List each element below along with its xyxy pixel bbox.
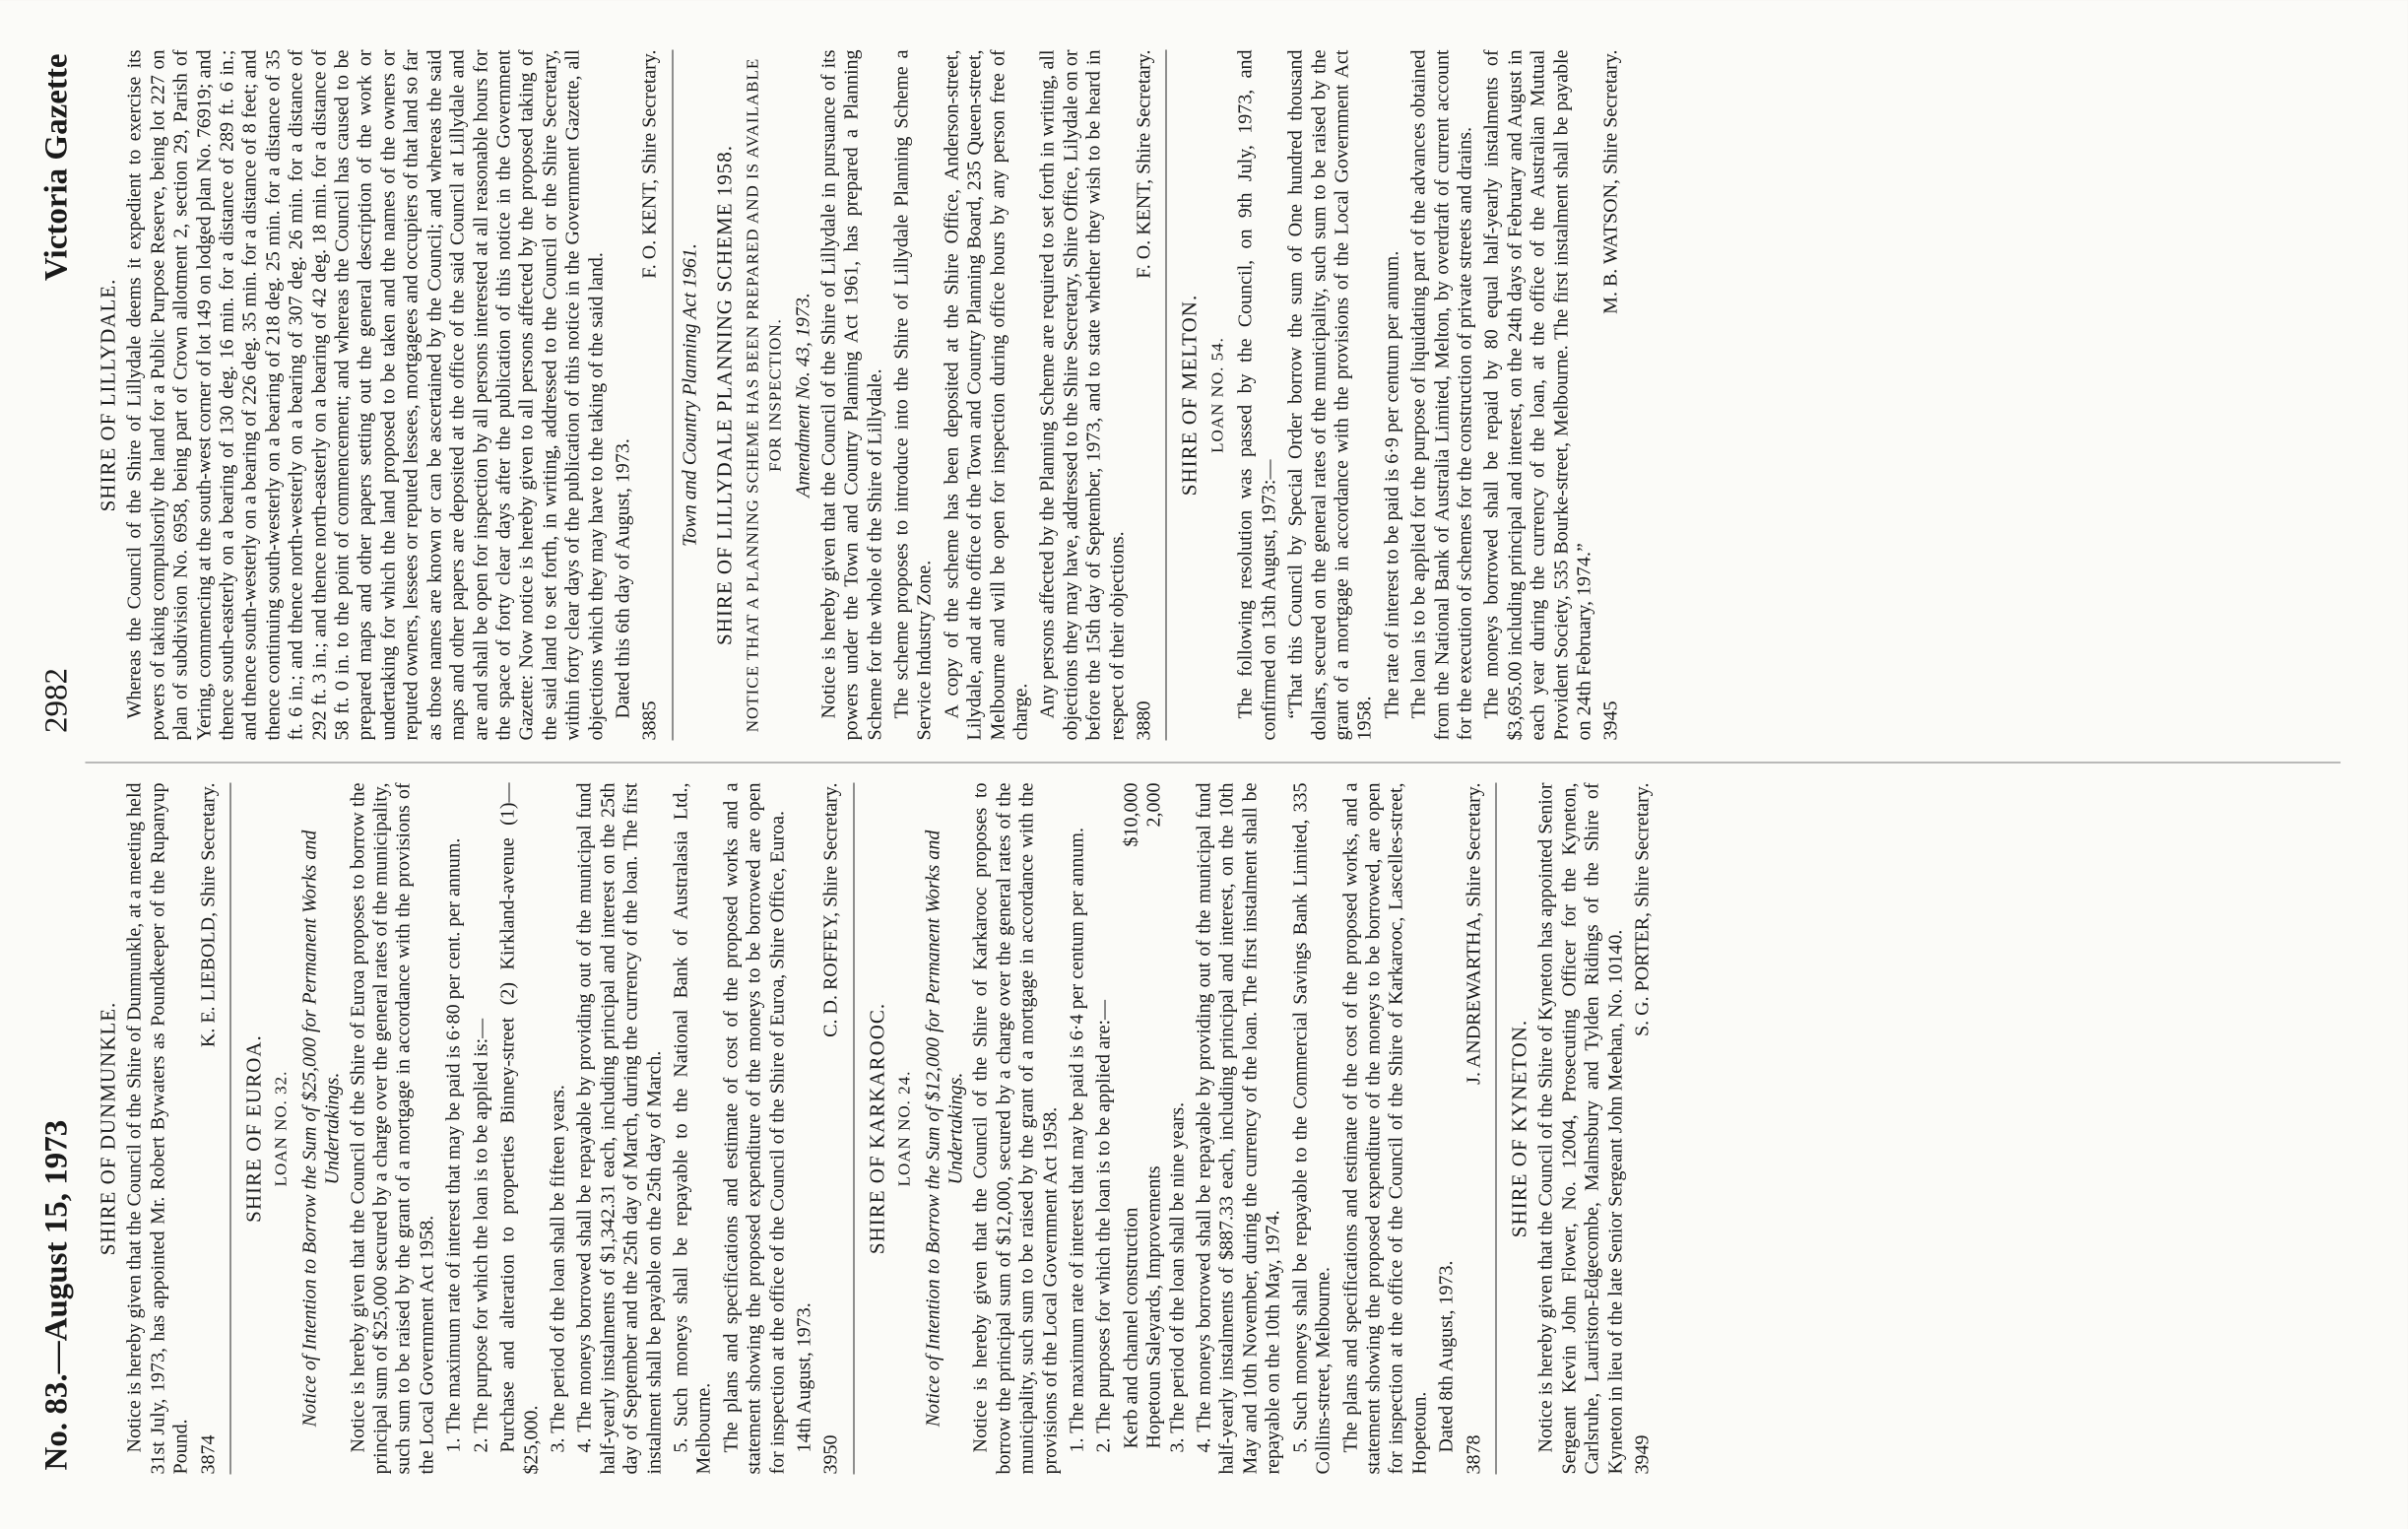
melton-p5: The moneys borrowed shall be repaid by 80 equal half-yearly instalments of $3,695.00 including principal and interest, on the 24th days of February and August in each year during the currency of the loan, at the office of the Australian Mutual Provident Society, 535 Bourke-street, Melbourne. The first instalment shall be payable on 24th February, 1974.” bbox=[1480, 49, 1595, 741]
notice-ref: 3874 bbox=[197, 1434, 220, 1475]
left-column bbox=[86, 763, 2341, 1475]
karkarooc-item bbox=[1120, 783, 1142, 1475]
planning-title: SHIRE OF LILLYDALE PLANNING SCHEME 1958. bbox=[712, 144, 737, 646]
euroa-loan: LOAN NO. 32. bbox=[271, 1070, 291, 1187]
karkarooc-date: Dated 8th August, 1973. bbox=[1435, 1260, 1458, 1453]
signature: F. O. KENT, Shire Secretary. bbox=[1133, 49, 1155, 279]
euroa-p5: 4. The moneys borrowed shall be repayable by providing out of the municipal fund half-yearly instalments of $1,342.31 each, including principal and interest on the 25th day of September and the 25th day of March, during the currency of the loan. The first instalment shall be payable on the 25th day of March. bbox=[573, 782, 666, 1475]
signature: M. B. WATSON, Shire Secretary. bbox=[1599, 49, 1622, 314]
karkarooc-p1: Notice is hereby given that the Council of the Shire of Karkarooc proposes to borrow the principal sum of $12,000, secured by a charge over the general rates of the municipality, such sum to be raised by the grant of a mortgage in accordance with the provisions of the Local Government Act 1958. bbox=[969, 782, 1062, 1475]
divider bbox=[1495, 783, 1496, 1475]
kyneton-body: Notice is hereby given that the Council of the Shire of Kyneton has appointed Senior Sergeant Kevin John Flower, No. 12004, Prosecuting Officer for the Kyneton, Carlsruhe, Lauriston-Edgecombe, Malmsbury and Tylden Ridings of the Shire of Kyneton in lieu of the late Senior Sergeant John Meehan, No. 10140. bbox=[1534, 782, 1627, 1475]
signature: C. D. ROFFEY, Shire Secretary. bbox=[819, 782, 842, 1037]
planning-p4: Any persons affected by the Planning Scheme are required to set forth in writing, all objections they may have, addressed to the Shire Secretary, Shire Office, Lilydale on or before the 15th day of September, 1973, and to state whether they wish to be heard in respect of their objections. bbox=[1036, 49, 1129, 741]
karkarooc-subtitle: Notice of Intention to Borrow the Sum of $12,000 for Permanent Works and Undertakings. bbox=[922, 830, 967, 1428]
planning-signature-row bbox=[1134, 50, 1156, 741]
planning-amendment: Amendment No. 43, 1973. bbox=[792, 293, 814, 498]
karkarooc-title: SHIRE OF KARKAROOC. bbox=[865, 1002, 889, 1255]
euroa-subtitle: Notice of Intention to Borrow the Sum of $25,000 for Permanent Works and Undertakings. bbox=[298, 830, 344, 1428]
karkarooc-p7: The plans and specifications and estimate of the cost of the proposed works, and a statement showing the proposed expenditure of the moneys to be borrowed, are open for inspection at the office of the Council of the Shire of Karkarooc, Lascelles-street, Hopetoun. bbox=[1339, 782, 1431, 1475]
signature: S. G. PORTER, Shire Secretary. bbox=[1631, 782, 1654, 1036]
notice-ref: 3949 bbox=[1631, 1434, 1654, 1475]
page-number: 2982 bbox=[38, 667, 75, 733]
melton-title: SHIRE OF MELTON. bbox=[1177, 294, 1202, 497]
notice-ref: 3945 bbox=[1599, 700, 1622, 741]
item-amount: 2,000 bbox=[1142, 782, 1165, 828]
karkarooc-p3: 2. The purposes for which the loan is to be applied are:— bbox=[1092, 999, 1115, 1453]
euroa-p3a: Purchase and alteration to properties Binney-street (2) Kirkland-avenue (1)—$25,000. bbox=[496, 782, 542, 1475]
publication-title: Victoria Gazette bbox=[38, 53, 75, 282]
euroa-p1: Notice is hereby given that the Council of the Shire of Euroa proposes to borrow the principal sum of $25,000 secured by a charge over the general rates of the municipality, such sum to be raised by the grant of a mortgage in accordance with the provisions of the Local Government Act 1958. bbox=[347, 782, 438, 1475]
dunmunkle-signature-row bbox=[197, 783, 220, 1475]
euroa-date: 14th August, 1973. bbox=[793, 1302, 815, 1453]
issue-date: No. 83.—August 15, 1973 bbox=[38, 1119, 75, 1471]
signature: J. ANDREWARTHA, Shire Secretary. bbox=[1463, 782, 1485, 1085]
euroa-p2: 1. The maximum rate of interest that may be paid is 6·80 per cent. per annum. bbox=[442, 837, 465, 1453]
gazette-page bbox=[0, 1, 2408, 1529]
divider bbox=[853, 783, 854, 1475]
lillydale-signature-row bbox=[639, 50, 662, 741]
notice-ref: 3950 bbox=[819, 1434, 842, 1475]
columns bbox=[86, 50, 2341, 1475]
euroa-p4: 3. The period of the loan shall be fifteen years. bbox=[547, 1085, 569, 1453]
notice-ref: 3878 bbox=[1463, 1434, 1485, 1475]
divider bbox=[230, 783, 231, 1475]
planning-p3: A copy of the scheme has been deposited at the Shire Office, Anderson-street, Lilydale, and at the office of the Town and Country Planning Board, 235 Queen-street, Melbourne and will be open for inspection during office hours by any person free of charge. bbox=[941, 49, 1032, 741]
page-header bbox=[39, 50, 86, 1475]
dunmunkle-body: Notice is hereby given that the Council of the Shire of Dunmunkle, at a meeting held 31st July, 1973, has appointed Mr. Robert Bywaters as Poundkeeper of the Rupanyup Pound. bbox=[123, 782, 192, 1475]
divider bbox=[1166, 50, 1167, 741]
planning-act: Town and Country Planning Act 1961. bbox=[679, 243, 701, 547]
karkarooc-loan: LOAN NO. 24. bbox=[894, 1070, 914, 1187]
planning-p1: Notice is hereby given that the Council of the Shire of Lillydale in pursuance of its powers under the Town and Country Planning Act 1961, has prepared a Planning Scheme for the whole of the Shire of Lillydale. bbox=[817, 49, 886, 741]
karkarooc-p6: 5. Such moneys shall be repayable to the Commercial Savings Bank Limited, 335 Collins-street, Melbourne. bbox=[1289, 782, 1334, 1475]
signature: K. E. LIEBOLD, Shire Secretary. bbox=[197, 782, 220, 1048]
euroa-p6: 5. Such moneys shall be repayable to the National Bank of Australasia Ltd., Melbourne. bbox=[670, 782, 715, 1475]
signature: F. O. KENT, Shire Secretary. bbox=[638, 49, 661, 279]
planning-notice: NOTICE THAT A PLANNING SCHEME HAS BEEN PREPARED AND IS AVAILABLE FOR INSPECTION. bbox=[743, 57, 785, 733]
melton-signature-row bbox=[1600, 50, 1623, 741]
melton-loan: LOAN NO. 54. bbox=[1207, 337, 1227, 453]
euroa-p3: 2. The purpose for which the loan is to be applied is:— bbox=[470, 1018, 492, 1453]
melton-p2: “That this Council by Special Order borrow the sum of One hundred thousand dollars, secured on the general rates of the municipality, such sum to be raised by the grant of a mortgage in accordance with the provisions of the Local Government Act 1958. bbox=[1284, 49, 1376, 741]
melton-p4: The loan is to be applied for the purpose of liquidating part of the advances obtained from the National Bank of Australia Limited, Melton, by overdraft of current account for the execution of schemes for the construction of private streets and drains. bbox=[1407, 49, 1476, 741]
planning-p2: The scheme proposes to introduce into the Shire of Lillydale Planning Scheme a Service Industry Zone. bbox=[890, 49, 936, 741]
karkarooc-item bbox=[1143, 783, 1166, 1475]
melton-p1: The following resolution was passed by the Council, on 9th July, 1973, and confirmed on 13th August, 1973:— bbox=[1234, 49, 1280, 741]
euroa-p7: The plans and specifications and estimate of cost of the proposed works and a statement showing the proposed expenditure of the moneys to be borrowed are open for inspection at the office of the Council of the Shire of Euroa, Shire Office, Euroa. bbox=[720, 782, 789, 1475]
karkarooc-p4: 3. The period of the loan shall be nine years. bbox=[1166, 1101, 1189, 1453]
karkarooc-p2: 1. The maximum rate of interest that may be paid is 6·4 per centum per annum. bbox=[1066, 828, 1088, 1453]
euroa-signature-row bbox=[820, 783, 843, 1475]
kyneton-signature-row bbox=[1631, 783, 1654, 1475]
kyneton-title: SHIRE OF KYNETON. bbox=[1507, 1019, 1531, 1238]
notice-ref: 3880 bbox=[1133, 700, 1155, 741]
lillydale-date: Dated this 6th day of August, 1973. bbox=[612, 438, 634, 719]
item-label: Kerb and channel construction bbox=[1120, 1207, 1142, 1449]
euroa-title: SHIRE OF EUROA. bbox=[241, 1034, 266, 1223]
dunmunkle-title: SHIRE OF DUNMUNKLE. bbox=[96, 1001, 120, 1256]
melton-p3: The rate of interest to be paid is 6·9 per centum per annum. bbox=[1381, 250, 1403, 719]
item-label: Hopetoun Saleyards, Improvements bbox=[1142, 1165, 1165, 1449]
divider bbox=[672, 50, 673, 741]
right-column bbox=[86, 50, 2341, 763]
karkarooc-p5: 4. The moneys borrowed shall be repayable by providing out of the municipal fund half-yearly instalments of $887.33 each, including principal and interest, on the 10th May and 10th November, during the currency of the loan. The first instalment shall be repayable on the 10th May, 1974. bbox=[1193, 782, 1284, 1475]
item-amount: $10,000 bbox=[1120, 782, 1142, 847]
lillydale-title: SHIRE OF LILLYDALE. bbox=[96, 278, 120, 512]
lillydale-body: Whereas the Council of the Shire of Lillydale deems it expedient to exercise its powers of taking compulsorily the land for a Public Purpose Reserve, being lot 227 on plan of subdivision No. 6958, being part of Crown allotment 2, section 29, Parish of Yering, commencing at the south-west corner of lot 149 on lodged plan No. 76919; and thence south-easterly on a bearing of 130 deg. 16 min. for a distance of 289 ft. 6 in.; and thence south-westerly on a bearing of 226 deg. 35 min. for a distance of 8 feet; and thence continuing south-westerly on a bearing of 218 deg. 25 min. for a distance of 35 ft. 6 in.; and thence north-westerly on a bearing of 307 deg. 26 min. for a distance of 292 ft. 3 in.; and thence north-easterly on a bearing of 42 deg. 18 min. for a distance of 58 ft. 0 in. to the point of commencement; and whereas the Council has caused to be prepared maps and other papers setting out the general description of the work or undertaking for which the land proposed to be taken and the names of the owners or reputed owners, lessees or reputed lessees, mortgagees and occupiers of that land so far as those names are known or can be ascertained by the Council; and whereas the said maps and other papers are deposited at the office of the said Council at Lillydale and are and shall be open for inspection by all persons interested at all reasonable hours for the space of forty clear days after the publication of this notice in the Government Gazette: Now notice is hereby given to all persons affected by the proposed taking of the said land to set forth, in writing, addressed to the Council or the Shire Secretary, within forty clear days of the publication of this notice in the Government Gazette, all objections which they may have to the taking of the said land. bbox=[123, 49, 608, 741]
karkarooc-signature-row bbox=[1463, 783, 1485, 1475]
notice-ref: 3885 bbox=[638, 700, 661, 741]
